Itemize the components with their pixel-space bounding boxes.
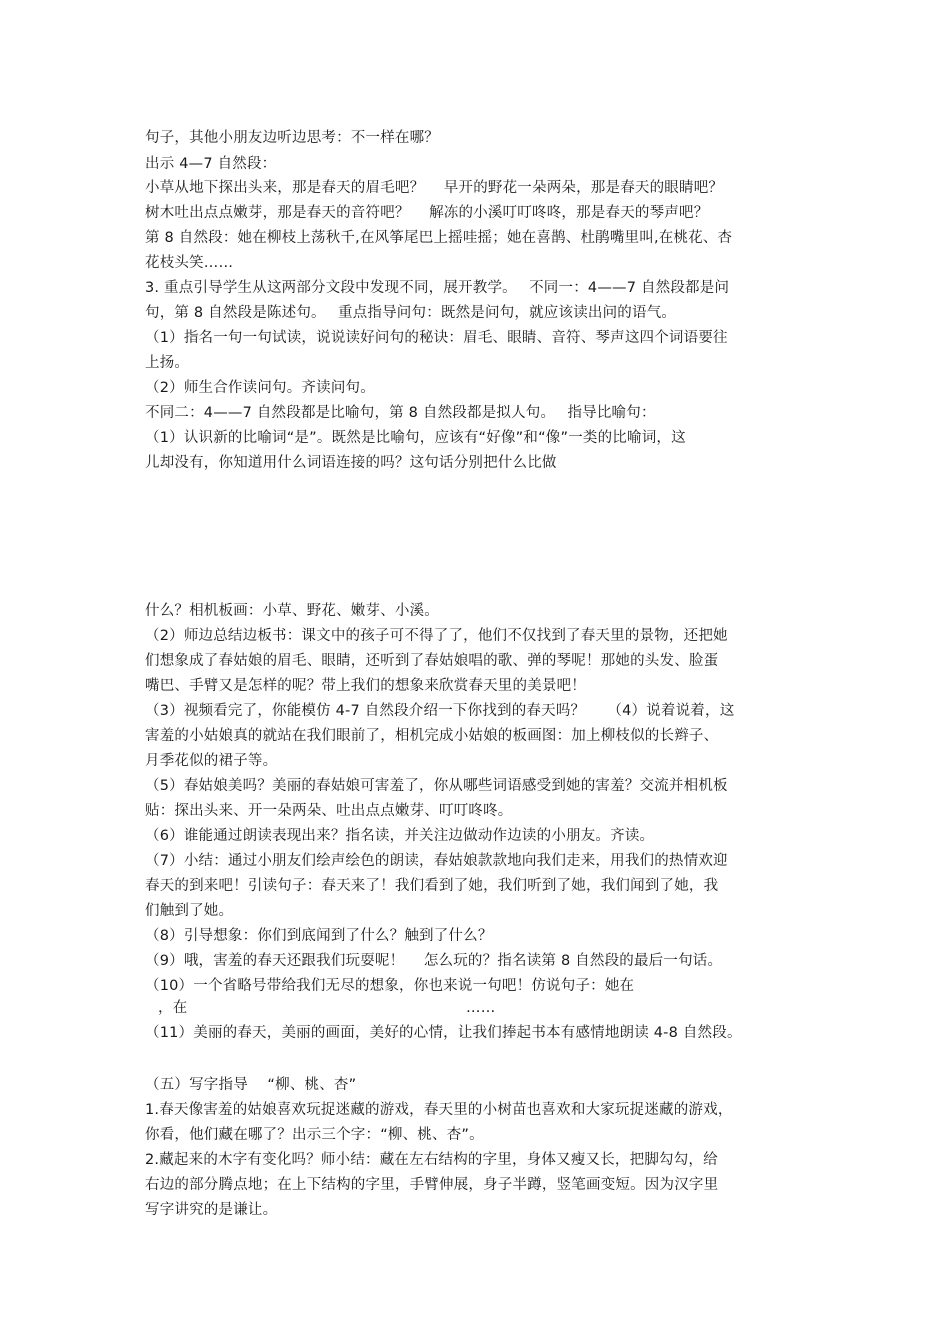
text-line: 树木吐出点点嫩芽，那是春天的音符吧？ 解冻的小溪叮叮咚咚，那是春天的琴声吧？ bbox=[145, 205, 709, 221]
text-line: 月季花似的裙子等。 bbox=[145, 753, 278, 769]
text-line: 们触到了她。 bbox=[145, 903, 234, 919]
text-line: 第 8 自然段：她在柳枝上荡秋千,在风筝尾巴上摇哇摇；她在喜鹊、杜鹃嘴里叫,在桃花、杏 bbox=[145, 230, 733, 246]
text-line: （1）指名一句一句试读，说说读好问句的秘诀：眉毛、眼睛、音符、琴声这四个词语要往 bbox=[145, 330, 728, 346]
text-line: 3. 重点引导学生从这两部分文段中发现不同，展开教学。 不同一：4——7 自然段都是问 bbox=[145, 280, 730, 296]
text-line: 春天的到来吧！引读句子：春天来了！我们看到了她，我们听到了她，我们闻到了她，我 bbox=[145, 878, 719, 894]
text-line: 句，第 8 自然段是陈述句。 重点指导问句：既然是问句，就应该读出问的语气。 bbox=[145, 305, 677, 321]
text-line: （8）引导想象：你们到底闻到了什么？触到了什么？ bbox=[145, 928, 493, 944]
text-line: 右边的部分腾点地；在上下结构的字里，手臂伸展，身子半蹲，竖笔画变短。因为汉字里 bbox=[145, 1177, 719, 1193]
text-line: 小草从地下探出头来，那是春天的眉毛吧？ 早开的野花一朵两朵，那是春天的眼睛吧？ bbox=[145, 180, 724, 196]
text-line: 句子，其他小朋友边听边思考：不一样在哪？ bbox=[145, 130, 439, 146]
text-line: （3）视频看完了，你能模仿 4-7 自然段介绍一下你找到的春天吗？ （4）说着说着，这 bbox=[145, 703, 735, 719]
text-line: 们想象成了春姑娘的眉毛、眼睛，还听到了春姑娘唱的歌、弹的琴呢！那她的头发、脸蛋 bbox=[145, 653, 719, 669]
text-line: 贴：探出头来、开一朵两朵、吐出点点嫩芽、叮叮咚咚。 bbox=[145, 803, 513, 819]
text-line: 嘴巴、手臂又是怎样的呢？带上我们的想象来欣赏春天里的美景吧！ bbox=[145, 678, 586, 694]
text-line: （7）小结：通过小朋友们绘声绘色的朗读，春姑娘款款地向我们走来，用我们的热情欢迎 bbox=[145, 853, 728, 869]
text-line: （2）师边总结边板书：课文中的孩子可不得了了，他们不仅找到了春天里的景物，还把她 bbox=[145, 628, 728, 644]
text-line: 2.藏起来的木字有变化吗？师小结：藏在左右结构的字里，身体又瘦又长，把脚勾勾，给 bbox=[145, 1152, 718, 1168]
text-line: （1）认识新的比喻词“是”。既然是比喻句，应该有“好像”和“像”一类的比喻词，这 bbox=[145, 430, 686, 446]
section-heading: （五）写字指导 “柳、桃、杏” bbox=[145, 1077, 357, 1093]
text-line: 不同二：4——7 自然段都是比喻句，第 8 自然段都是拟人句。 指导比喻句： bbox=[145, 405, 656, 421]
text-line: 什么？相机板画：小草、野花、嫩芽、小溪。 bbox=[145, 603, 439, 619]
text-line: （2）师生合作读问句。齐读问句。 bbox=[145, 380, 375, 396]
fill-blank-dots: …… bbox=[466, 1000, 496, 1016]
text-line: （9）哦，害羞的春天还跟我们玩耍呢！ 怎么玩的？指名读第 8 自然段的最后一句话。 bbox=[145, 953, 723, 969]
text-line: （6）谁能通过朗读表现出来？指名读，并关注边做动作边读的小朋友。齐读。 bbox=[145, 828, 655, 844]
text-line: 花枝头笑…… bbox=[145, 255, 234, 271]
text-line: 上扬。 bbox=[145, 355, 190, 371]
fill-blank-left: ，在 bbox=[158, 1000, 188, 1016]
text-line: （5）春姑娘美吗？美丽的春姑娘可害羞了，你从哪些词语感受到她的害羞？交流并相机板 bbox=[145, 778, 728, 794]
text-line: （11）美丽的春天，美丽的画面，美好的心情，让我们捧起书本有感情地朗读 4-8 自然段。 bbox=[145, 1025, 742, 1041]
text-line: （10）一个省略号带给我们无尽的想象，你也来说一句吧！仿说句子：她在 bbox=[145, 978, 635, 994]
text-line: 写字讲究的是谦让。 bbox=[145, 1202, 278, 1218]
text-line: 1.春天像害羞的姑娘喜欢玩捉迷藏的游戏，春天里的小树苗也喜欢和大家玩捉迷藏的游戏， bbox=[145, 1102, 733, 1118]
text-line: 害羞的小姑娘真的就站在我们眼前了，相机完成小姑娘的板画图：加上柳枝似的长辫子、 bbox=[145, 728, 719, 744]
text-line: 你看，他们藏在哪了？出示三个字：“柳、桃、杏”。 bbox=[145, 1127, 484, 1143]
text-line: 儿却没有，你知道用什么词语连接的吗？这句话分别把什么比做 bbox=[145, 455, 557, 471]
text-line: 出示 4—7 自然段： bbox=[145, 156, 277, 172]
